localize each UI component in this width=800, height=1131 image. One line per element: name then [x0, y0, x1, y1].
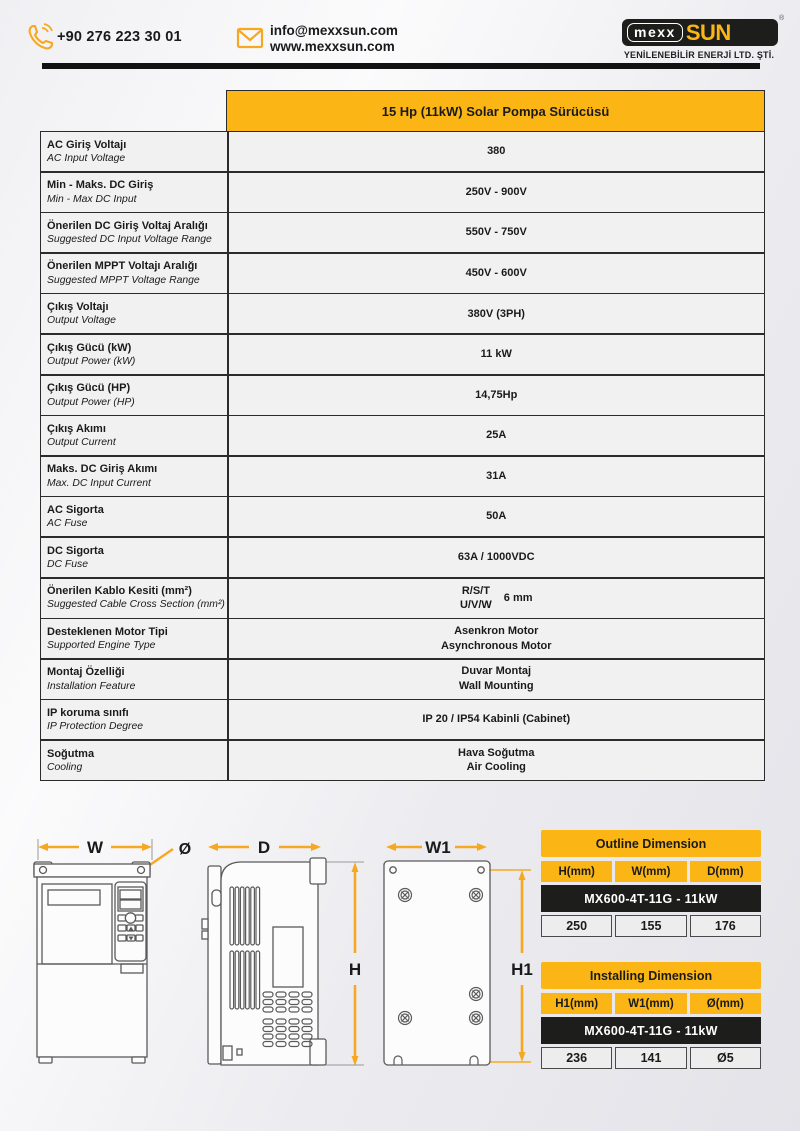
dim-label-h1: H1 — [511, 960, 533, 979]
header-divider-bar — [42, 63, 760, 69]
installing-value-w1: 141 — [615, 1047, 686, 1069]
mail-icon — [236, 26, 264, 50]
logo-sun: SUN — [685, 19, 731, 45]
phone-number[interactable]: +90 276 223 30 01 — [57, 29, 182, 45]
email-link[interactable]: info@mexxsun.com — [270, 23, 398, 38]
spec-row-label: AC Giriş Voltajı AC Input Voltage — [41, 132, 227, 171]
logo-subtitle: YENİLENEBİLİR ENERJİ LTD. ŞTİ. — [623, 50, 775, 60]
dim-label-d: D — [257, 838, 271, 857]
installing-col-dia: Ø(mm) — [690, 993, 761, 1014]
spec-table — [40, 131, 765, 781]
spec-row-value: Hava Soğutma Air Cooling — [229, 741, 765, 780]
outline-col-d: D(mm) — [690, 861, 761, 882]
outline-value-w: 155 — [615, 915, 686, 937]
spec-row-label: Önerilen DC Giriş Voltaj Aralığı Suggested DC Input Voltage Range — [41, 213, 227, 252]
dim-label-w: W — [86, 838, 104, 857]
spec-row-label: Çıkış Akımı Output Current — [41, 416, 227, 455]
installing-value-h1: 236 — [541, 1047, 612, 1069]
side-view-drawing — [200, 833, 378, 1083]
spec-row-value: 63A / 1000VDC — [229, 538, 765, 577]
outline-value-d: 176 — [690, 915, 761, 937]
spec-row-label: Önerilen Kablo Kesiti (mm²) Suggested Cable Cross Section (mm²) — [41, 579, 227, 618]
installing-dimension-table — [541, 962, 761, 1069]
spec-row-label: Önerilen MPPT Voltajı Aralığı Suggested MPPT Voltage Range — [41, 254, 227, 293]
outline-dimension-title: Outline Dimension — [541, 830, 761, 857]
outline-dimension-table — [541, 830, 761, 937]
outline-model-row: MX600-4T-11G - 11kW — [541, 885, 761, 912]
installing-col-h1: H1(mm) — [541, 993, 612, 1014]
spec-row-label: Maks. DC Giriş Akımı Max. DC Input Current — [41, 457, 227, 496]
registered-mark: ® — [779, 15, 785, 22]
spec-row-value: R/S/T U/V/W 6 mm — [229, 579, 765, 618]
installing-model-row: MX600-4T-11G - 11kW — [541, 1017, 761, 1044]
outline-col-w: W(mm) — [615, 861, 686, 882]
spec-row-value: 31A — [229, 457, 765, 496]
spec-row-label: DC Sigorta DC Fuse — [41, 538, 227, 577]
dim-label-dia: Ø — [178, 841, 192, 858]
spec-row-label: Çıkış Gücü (HP) Output Power (HP) — [41, 376, 227, 415]
spec-row-label: IP koruma sınıfı IP Protection Degree — [41, 700, 227, 739]
installing-dimension-title: Installing Dimension — [541, 962, 761, 989]
spec-row-value: 14,75Hp — [229, 376, 765, 415]
spec-row-value: 550V - 750V — [229, 213, 765, 252]
spec-row-value: IP 20 / IP54 Kabinli (Cabinet) — [229, 700, 765, 739]
website-link[interactable]: www.mexxsun.com — [270, 39, 395, 54]
outline-col-h: H(mm) — [541, 861, 612, 882]
spec-table-header: 15 Hp (11kW) Solar Pompa Sürücüsü — [226, 90, 765, 133]
spec-row-label: AC Sigorta AC Fuse — [41, 497, 227, 536]
spec-row-value: 11 kW — [229, 335, 765, 374]
spec-row-label: Soğutma Cooling — [41, 741, 227, 780]
spec-row-value: 380 — [229, 132, 765, 171]
spec-row-label: Montaj Özelliği Installation Feature — [41, 660, 227, 699]
spec-row-value: 50A — [229, 497, 765, 536]
dim-label-h: H — [348, 960, 362, 979]
installing-col-w1: W1(mm) — [615, 993, 686, 1014]
outline-value-h: 250 — [541, 915, 612, 937]
spec-row-label: Çıkış Voltajı Output Voltage — [41, 294, 227, 333]
dim-label-w1: W1 — [425, 838, 451, 857]
spec-row-value: 450V - 600V — [229, 254, 765, 293]
installing-value-dia: Ø5 — [690, 1047, 761, 1069]
logo-mexx: mexx — [627, 23, 683, 42]
spec-row-value: 380V (3PH) — [229, 294, 765, 333]
spec-row-value: Asenkron Motor Asynchronous Motor — [229, 619, 765, 658]
phone-icon — [26, 22, 56, 54]
spec-row-label: Min - Maks. DC Giriş Min - Max DC Input — [41, 173, 227, 212]
front-view-drawing — [28, 833, 200, 1083]
spec-row-value: Duvar Montaj Wall Mounting — [229, 660, 765, 699]
back-view-drawing — [374, 833, 542, 1083]
spec-row-value: 25A — [229, 416, 765, 455]
spec-row-label: Çıkış Gücü (kW) Output Power (kW) — [41, 335, 227, 374]
contact-block — [270, 23, 398, 55]
spec-row-value: 250V - 900V — [229, 173, 765, 212]
logo — [622, 19, 778, 46]
spec-row-label: Desteklenen Motor Tipi Supported Engine Type — [41, 619, 227, 658]
